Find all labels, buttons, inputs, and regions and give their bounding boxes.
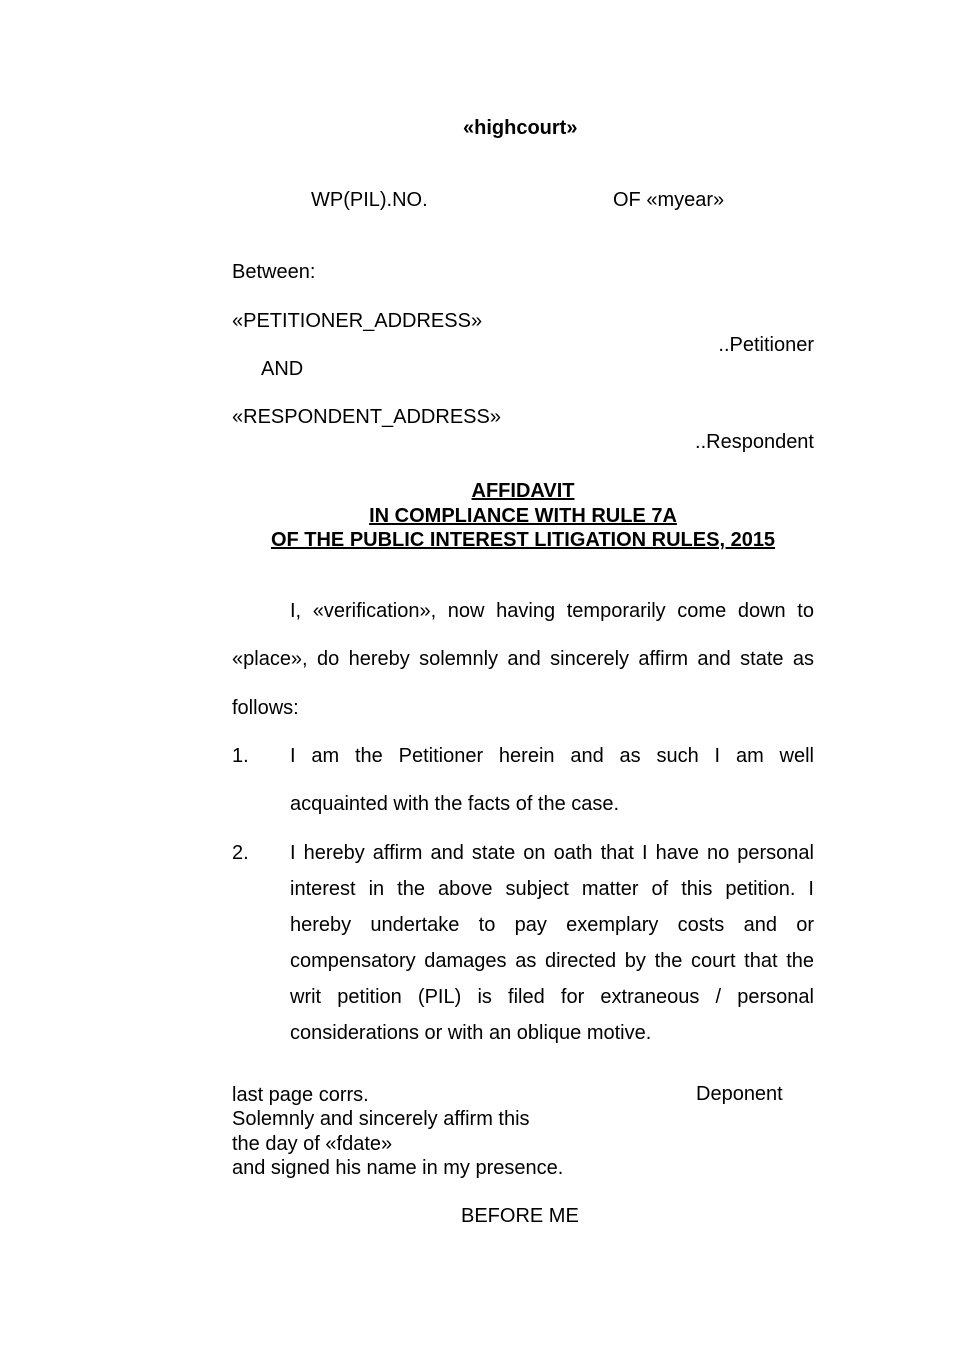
title-line-2: IN COMPLIANCE WITH RULE 7A: [369, 504, 677, 527]
item-2-line-4: compensatory damages as directed by the court that the: [290, 950, 814, 972]
before-me-label: BEFORE ME: [461, 1205, 579, 1227]
signed-line: and signed his name in my presence.: [232, 1156, 564, 1179]
title-line-3: OF THE PUBLIC INTEREST LITIGATION RULES, 2015: [270, 529, 776, 551]
intro-line-2: «place», do hereby solemnly and sincerely affirm and state as: [232, 648, 814, 670]
title-line-1: AFFIDAVIT: [471, 480, 575, 502]
deponent-label: Deponent: [696, 1083, 783, 1105]
affidavit-title: [232, 479, 814, 553]
item-1-line-2: acquainted with the facts of the case.: [290, 793, 620, 815]
affirm-line: Solemnly and sincerely affirm this: [232, 1108, 530, 1131]
item-1-line-1: I am the Petitioner herein and as such I am well: [290, 745, 814, 767]
item-2-line-3: hereby undertake to pay exemplary costs and or: [290, 914, 814, 936]
and-label: AND: [261, 358, 304, 380]
petitioner-address: «PETITIONER_ADDRESS»: [232, 310, 483, 332]
between-label: Between:: [232, 261, 316, 283]
item-2-line-2: interest in the above subject matter of this petition. I: [290, 878, 814, 900]
intro-line-1: I, «verification», now having temporarily come down to: [290, 600, 814, 622]
last-page-label: last page corrs.: [232, 1084, 369, 1106]
petitioner-role: ..Petitioner: [718, 334, 814, 356]
court-name: «highcourt»: [463, 117, 578, 139]
respondent-address: «RESPONDENT_ADDRESS»: [232, 406, 501, 428]
item-2-number: 2.: [232, 842, 249, 864]
item-2-line-1: I hereby affirm and state on oath that I have no personal: [290, 842, 814, 864]
case-number-label: WP(PIL).NO.: [311, 189, 428, 211]
item-2-line-5: writ petition (PIL) is filed for extraneous / personal: [290, 986, 814, 1008]
item-2-line-6: considerations or with an oblique motive.: [290, 1022, 652, 1044]
case-year-label: OF «myear»: [613, 189, 725, 211]
item-1-number: 1.: [232, 745, 249, 767]
day-line: the day of «fdate»: [232, 1132, 393, 1155]
intro-line-3: follows:: [232, 697, 299, 719]
signature-block: [232, 1083, 563, 1180]
respondent-role: ..Respondent: [695, 431, 814, 453]
